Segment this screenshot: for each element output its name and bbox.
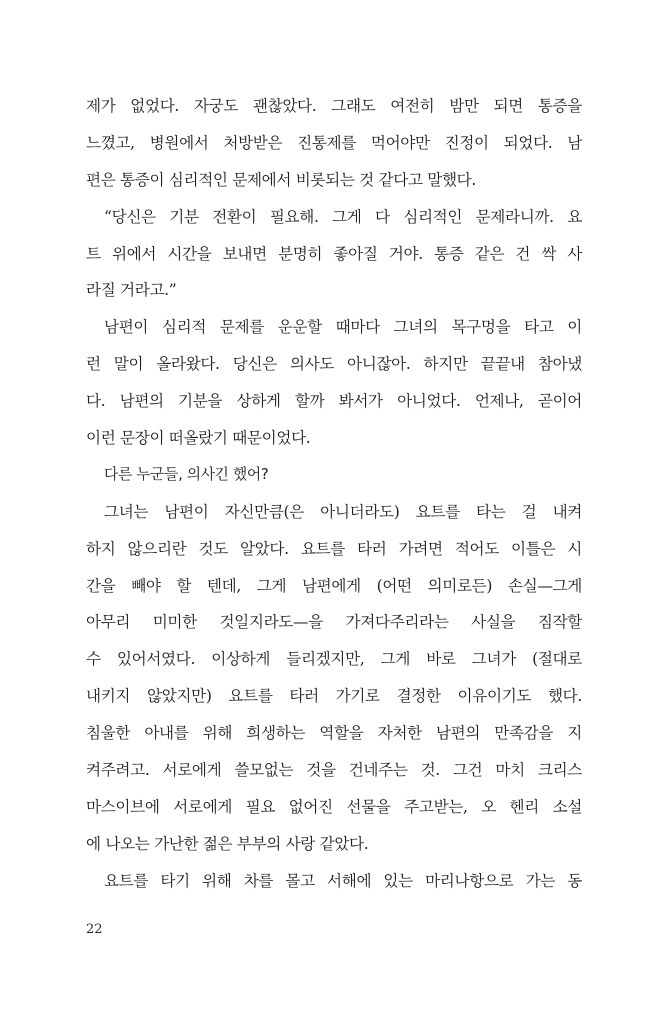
text-line: 이런 문장이 떠올랐기 때문이었다.	[86, 429, 311, 448]
text-line: 그녀는 남편이 자신만큼(은 아니더라도) 요트를 타는 걸 내켜	[104, 502, 582, 521]
text-line: 다. 남편의 기분을 상하게 할까 봐서가 아니었다. 언제나, 곧이어	[86, 392, 582, 411]
text-line: 다른 누군들, 의사긴 했어?	[104, 465, 269, 483]
text-line: 라질 거라고.”	[86, 281, 177, 300]
text-line: 제가 없었다. 자궁도 괜찮았다. 그래도 여전히 밤만 되면 통증을	[86, 97, 582, 115]
text-line: 하지 않으리란 것도 알았다. 요트를 타러 가려면 적어도 이틀은 시	[86, 539, 582, 558]
body-text	[86, 88, 582, 900]
text-line: 내키지 않았지만) 요트를 타러 가기로 결정한 이유이기도 했다.	[86, 687, 582, 706]
text-line: “당신은 기분 전환이 필요해. 그게 다 심리적인 문제라니까. 요	[104, 207, 582, 226]
text-line: 침울한 아내를 위해 희생하는 역할을 자처한 남편의 만족감을 지	[86, 724, 582, 743]
text-line: 느꼈고, 병원에서 처방받은 진통제를 먹어야만 진정이 되었다. 남	[86, 133, 582, 152]
text-line: 요트를 타기 위해 차를 몰고 서해에 있는 마리나항으로 가는 동	[104, 871, 582, 890]
text-line: 런 말이 올라왔다. 당신은 의사도 아니잖아. 하지만 끝끝내 참아냈	[86, 355, 582, 374]
page-number: 22	[86, 922, 103, 937]
text-line: 아무리 미미한 것일지라도—을 가져다주리라는 사실을 짐작할	[86, 613, 582, 632]
text-line: 남편이 심리적 문제를 운운할 때마다 그녀의 목구멍을 타고 이	[104, 318, 582, 337]
text-line: 에 나오는 가난한 젊은 부부의 사랑 같았다.	[86, 834, 369, 853]
text-line: 수 있어서였다. 이상하게 들리겠지만, 그게 바로 그녀가 (절대로	[86, 650, 582, 669]
text-line: 간을 빼야 할 텐데, 그게 남편에게 (어떤 의미로든) 손실—그게	[86, 576, 582, 595]
text-line: 마스이브에 서로에게 필요 없어진 선물을 주고받는, 오 헨리 소설	[86, 797, 582, 816]
text-line: 편은 통증이 심리적인 문제에서 비롯되는 것 같다고 말했다.	[86, 170, 476, 189]
text-line: 켜주려고. 서로에게 쓸모없는 것을 건네주는 것. 그건 마치 크리스	[86, 761, 582, 780]
text-line: 트 위에서 시간을 보내면 분명히 좋아질 거야. 통증 같은 건 싹 사	[86, 244, 582, 263]
